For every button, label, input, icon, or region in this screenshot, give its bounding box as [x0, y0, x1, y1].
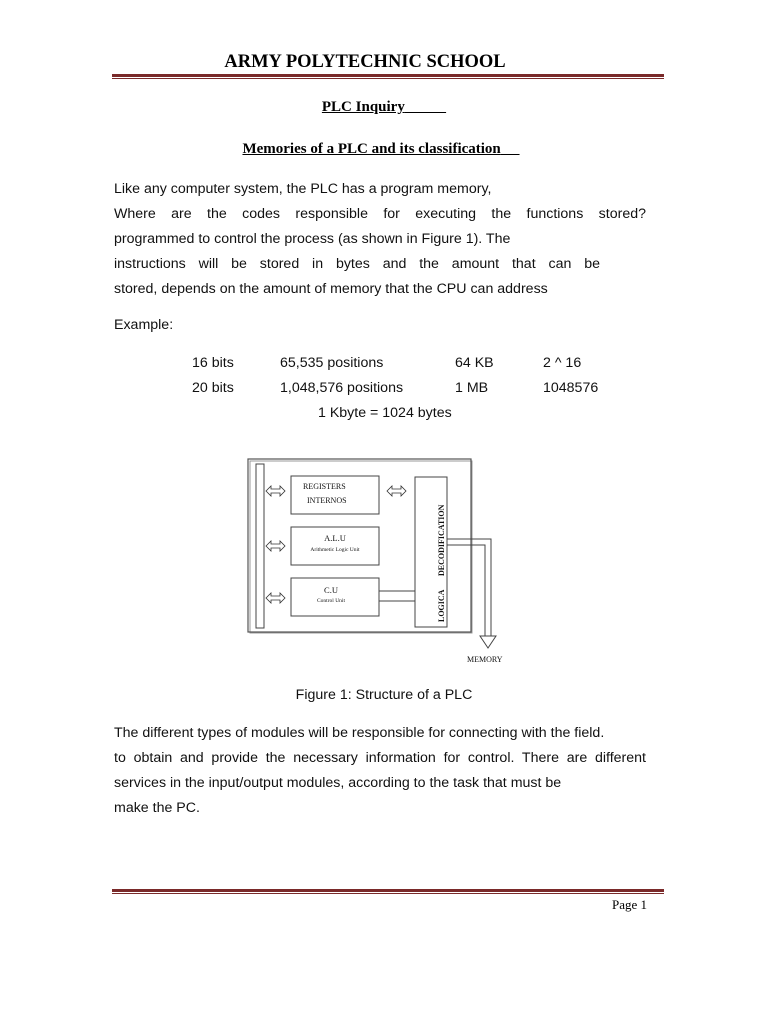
- intro-line: Where are the codes responsible for executing the functions stored?: [114, 206, 646, 222]
- cu-subtitle: Control Unit: [317, 598, 345, 604]
- registers-label: REGISTERS: [303, 482, 346, 491]
- document-subtitle: Memories of a PLC and its classification: [242, 141, 501, 157]
- memory-positions: 65,535 positions: [280, 355, 384, 371]
- closing-paragraph: [114, 721, 646, 821]
- memory-connector: [447, 539, 491, 636]
- memory-label: MEMORY: [467, 655, 503, 664]
- closing-line: The different types of modules will be responsible for connecting with the field.: [114, 725, 605, 741]
- intro-line: programmed to control the process (as shown in Figure 1). The: [114, 231, 511, 247]
- decode-word: LOGICA: [437, 589, 446, 622]
- alu-subtitle: Arithmetic Logic Unit: [310, 547, 360, 553]
- memory-power: 1048576: [543, 380, 599, 396]
- closing-line: make the PC.: [114, 800, 200, 816]
- example-label: Example:: [114, 317, 174, 333]
- decode-word: DECODIFICATION: [437, 504, 446, 576]
- double-arrow-icon: [266, 486, 285, 603]
- memory-positions: 1,048,576 positions: [280, 380, 404, 396]
- registers-label: INTERNOS: [307, 496, 347, 505]
- closing-line: to obtain and provide the necessary information for control. There are different: [114, 750, 646, 766]
- intro-line: Like any computer system, the PLC has a program memory,: [114, 181, 492, 197]
- header-title: ARMY POLYTECHNIC SCHOOL: [224, 52, 506, 72]
- plc-structure-diagram: [245, 456, 515, 668]
- page-number: Page 1: [612, 897, 648, 912]
- memory-size: 64 KB: [455, 355, 494, 371]
- cu-block: [291, 578, 379, 616]
- document-title: PLC Inquiry: [321, 99, 405, 115]
- intro-line: instructions will be stored in bytes and the amount that can be: [114, 256, 600, 272]
- bus-bar: [256, 464, 264, 628]
- memory-arrow-icon: [480, 636, 496, 648]
- double-arrow-icon: [387, 486, 406, 496]
- footer-rule: [112, 889, 664, 894]
- closing-line: services in the input/output modules, according to the task that must be: [114, 775, 562, 791]
- alu-title: A.L.U: [324, 533, 346, 543]
- memory-bits: 16 bits: [192, 355, 234, 371]
- intro-line: stored, depends on the amount of memory that the CPU can address: [114, 281, 548, 297]
- header-rule: [112, 74, 664, 79]
- cu-title: C.U: [324, 585, 338, 595]
- memory-bits: 20 bits: [192, 380, 234, 396]
- memory-size: 1 MB: [455, 380, 489, 396]
- memory-power: 2 ^ 16: [543, 355, 582, 371]
- cu-connector: [379, 591, 415, 601]
- kbyte-note: 1 Kbyte = 1024 bytes: [318, 405, 452, 421]
- figure-caption: Figure 1: Structure of a PLC: [295, 687, 473, 703]
- intro-paragraph: [114, 177, 646, 302]
